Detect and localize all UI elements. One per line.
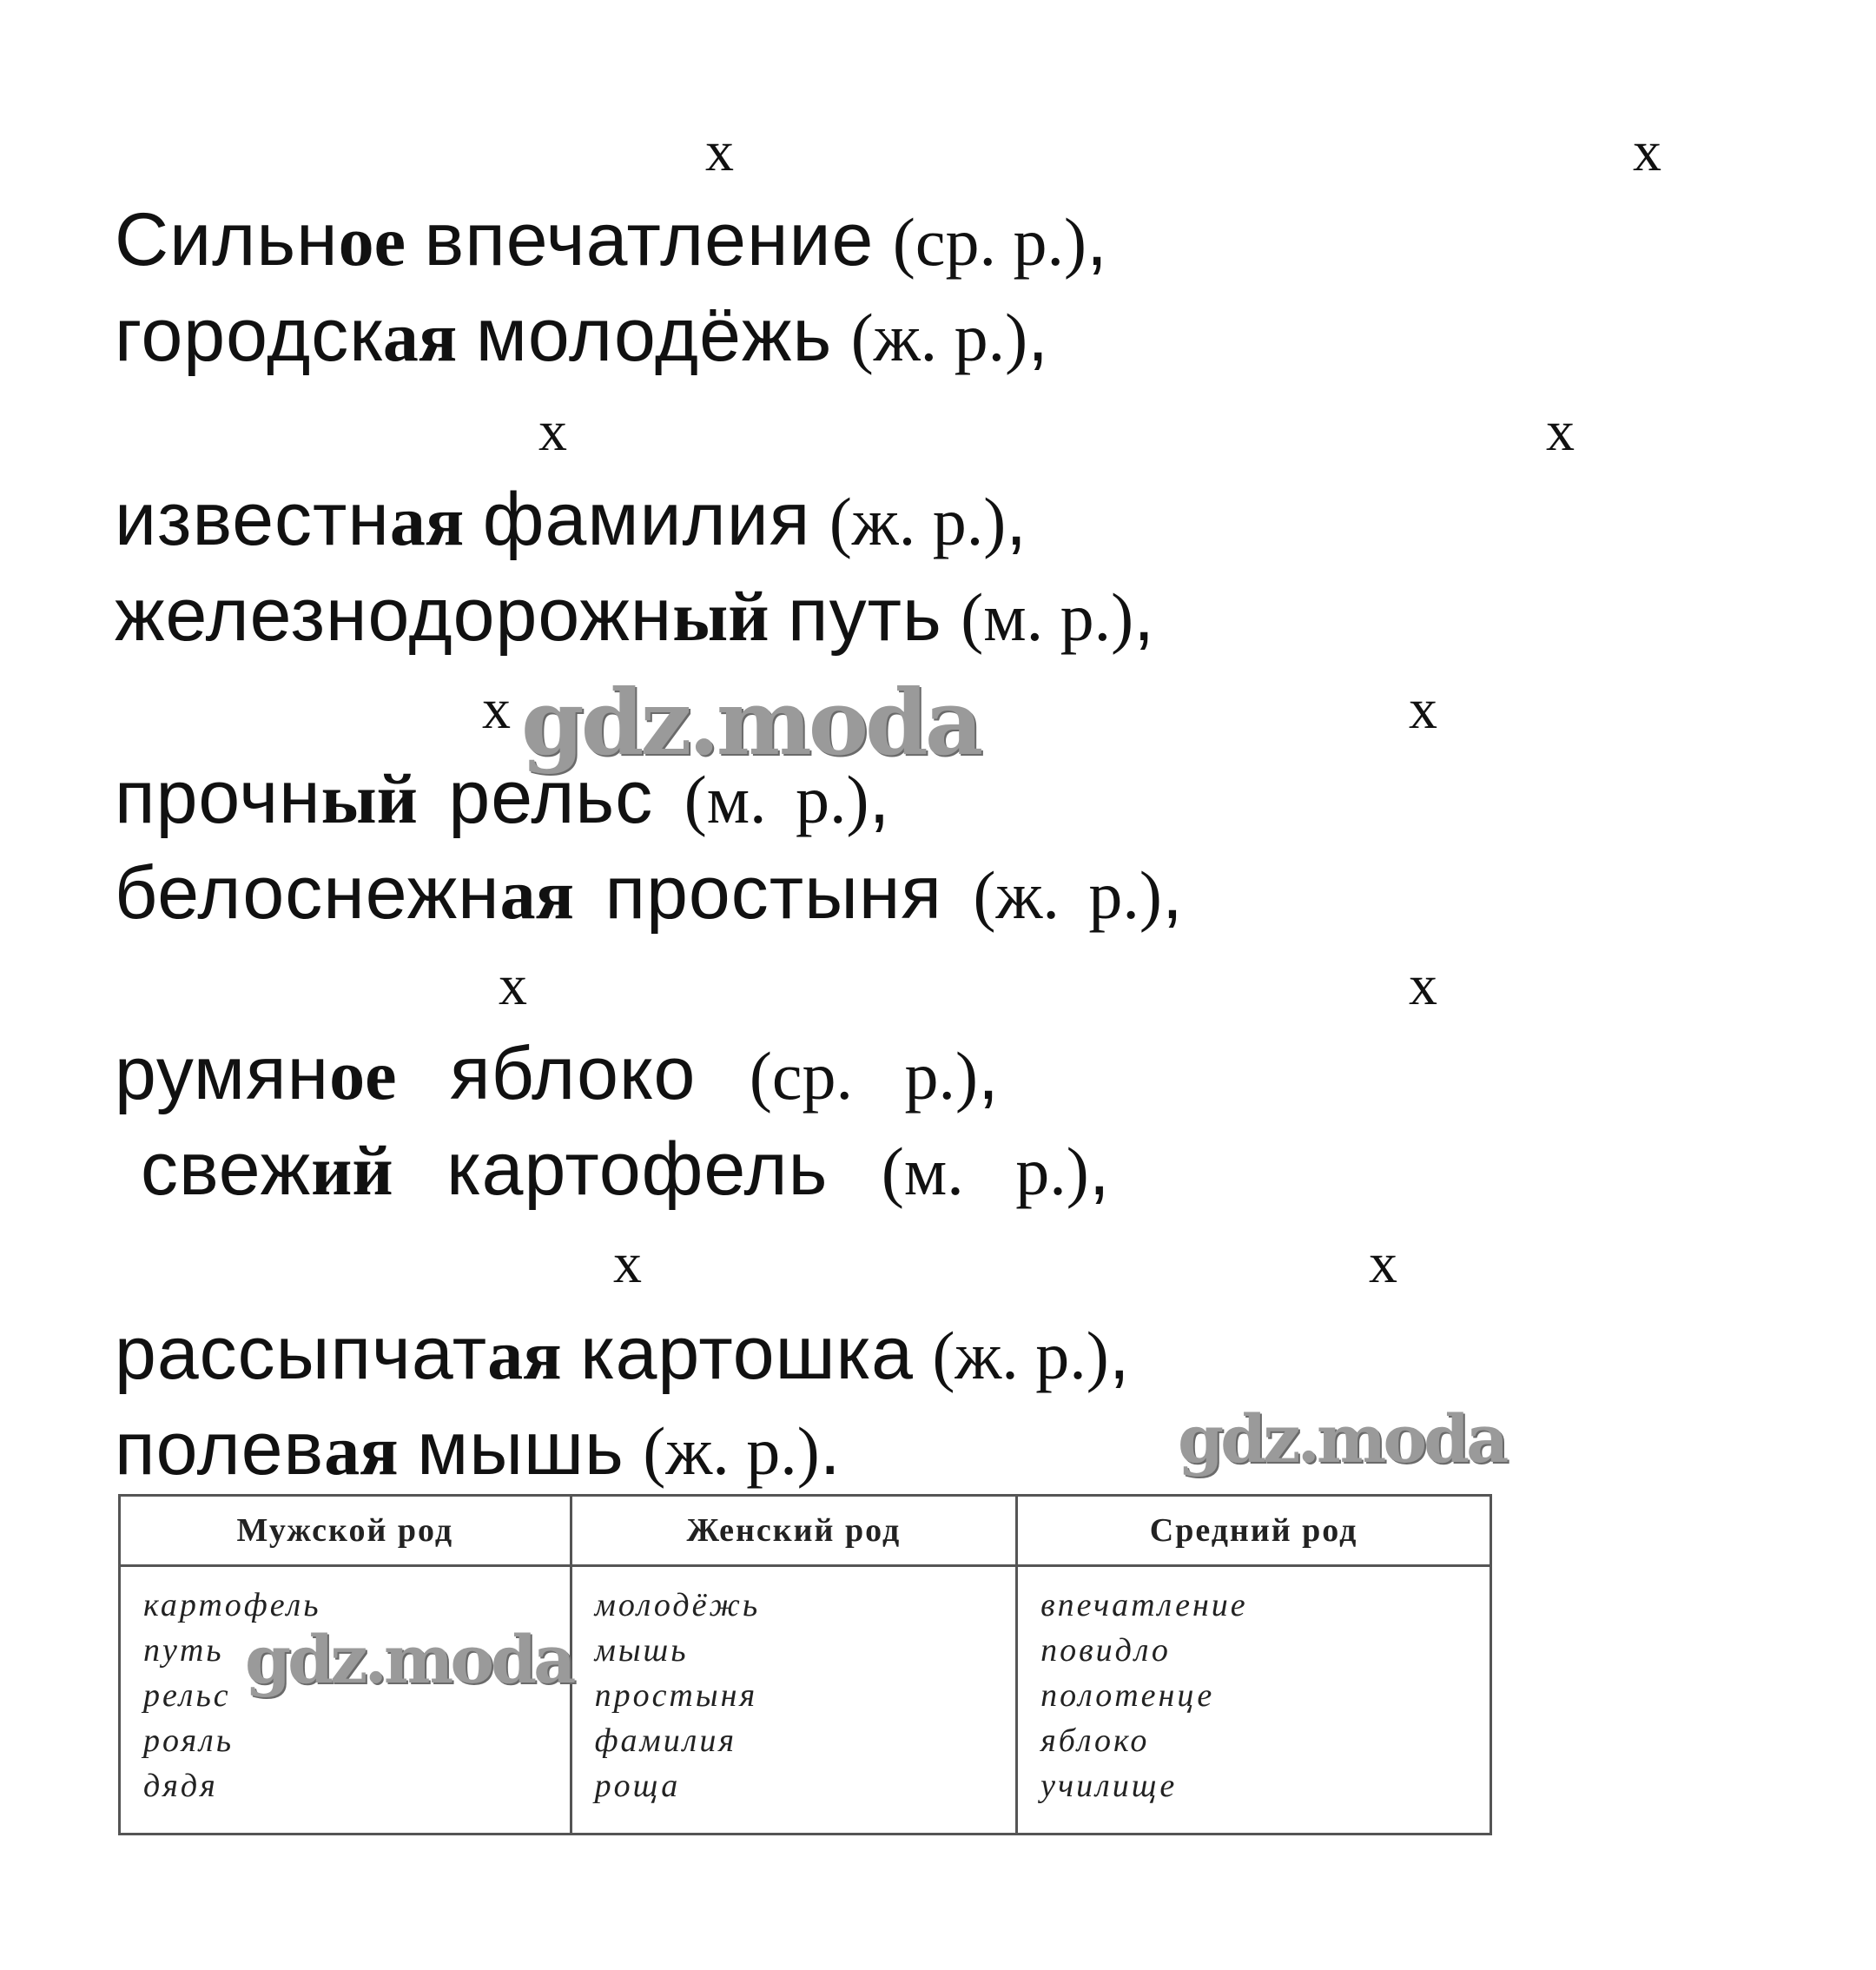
mark-x: x [499, 954, 527, 1017]
adjective-ending: ый [672, 577, 770, 656]
masculine-column [120, 1566, 571, 1834]
gender-label: (м. р.) [961, 579, 1134, 655]
adjective-ending: ая [487, 1315, 562, 1394]
gender-label: (ср. р.) [749, 1038, 978, 1114]
noun: картошка [580, 1312, 914, 1395]
list-item: мышь [594, 1632, 689, 1669]
table-row [120, 1566, 1491, 1834]
header-masculine: Мужской род [120, 1496, 571, 1566]
header-feminine: Женский род [571, 1496, 1017, 1566]
header-neuter: Средний род [1017, 1496, 1491, 1566]
punctuation: , [869, 756, 890, 839]
punctuation: , [1133, 573, 1154, 657]
watermark: gdz.moda [1178, 1400, 1506, 1478]
mark-x: x [705, 120, 734, 183]
noun: молодёжь [475, 294, 833, 377]
list-item: роща [594, 1768, 681, 1804]
noun: мышь [417, 1407, 624, 1491]
adjective-ending: ый [320, 759, 418, 838]
adjective-stem: известн [115, 478, 390, 561]
noun: картофель [446, 1127, 829, 1211]
adjective-stem: румян [115, 1032, 330, 1115]
punctuation: , [1006, 478, 1027, 561]
adjective-stem: белоснежн [115, 851, 500, 935]
phrase-line [115, 476, 1027, 565]
phrase-line [115, 849, 1183, 939]
phrase-line [115, 572, 1154, 661]
gender-label: (ж. р.) [973, 857, 1162, 933]
list-item: повидло [1040, 1632, 1171, 1669]
mark-x: x [1409, 954, 1437, 1017]
gender-label: (м. р.) [881, 1134, 1089, 1209]
gender-label: (ж. р.) [643, 1413, 820, 1489]
punctuation: , [977, 1032, 999, 1115]
phrase-line [115, 196, 1107, 286]
noun: рельс [448, 756, 654, 839]
adjective-ending: ая [324, 1411, 399, 1490]
phrase-line [115, 1310, 1130, 1399]
punctuation: , [1086, 198, 1107, 281]
adjective-stem: свеж [141, 1127, 312, 1211]
gender-label: (ж. р.) [850, 300, 1028, 375]
list-item: путь [143, 1632, 224, 1669]
watermark: gdz.moda [521, 669, 981, 776]
punctuation: . [819, 1407, 841, 1491]
list-item: училище [1040, 1768, 1178, 1804]
noun: фамилия [482, 478, 811, 561]
list-item: картофель [143, 1587, 321, 1623]
punctuation: , [1088, 1127, 1110, 1211]
gender-label: (ж. р.) [829, 484, 1007, 559]
mark-x: x [613, 1232, 642, 1295]
gender-label: (ср. р.) [892, 204, 1087, 280]
punctuation: , [1161, 851, 1183, 935]
mark-x: x [1546, 400, 1575, 463]
mark-x: x [538, 400, 567, 463]
gender-label: (м. р.) [684, 762, 869, 837]
list-item: полотенце [1040, 1677, 1215, 1714]
mark-x: x [1369, 1232, 1397, 1295]
punctuation: , [1027, 294, 1049, 377]
phrase-line [141, 1126, 1110, 1215]
table-header-row [120, 1496, 1491, 1566]
phrase-line [115, 1405, 841, 1495]
adjective-ending: ая [382, 297, 458, 376]
adjective-stem: городск [115, 294, 383, 377]
mark-x: x [482, 678, 511, 741]
noun: простыня [604, 851, 942, 935]
adjective-ending: ая [389, 481, 465, 560]
list-item: дядя [143, 1768, 218, 1804]
list-item: рельс [143, 1677, 231, 1714]
adjective-stem: Сильн [115, 198, 339, 281]
list-item: простыня [594, 1677, 758, 1714]
feminine-column [571, 1566, 1017, 1834]
punctuation: , [1108, 1312, 1130, 1395]
list-item: впечатление [1040, 1587, 1248, 1623]
list-item: рояль [143, 1722, 234, 1759]
adjective-ending: ая [499, 855, 574, 934]
phrase-line [115, 292, 1048, 381]
adjective-stem: рассыпчат [115, 1312, 488, 1395]
phrase-line [115, 1030, 999, 1120]
gender-label: (ж. р.) [932, 1318, 1109, 1393]
list-item: молодёжь [594, 1587, 761, 1623]
list-item: фамилия [594, 1722, 737, 1759]
neuter-column [1017, 1566, 1491, 1834]
noun: путь [788, 573, 942, 657]
adjective-stem: железнодорожн [115, 573, 673, 657]
adjective-ending: ое [329, 1035, 397, 1114]
noun: впечатление [424, 198, 875, 281]
list-item: яблоко [1040, 1722, 1150, 1759]
mark-x: x [1633, 120, 1661, 183]
noun: яблоко [450, 1032, 697, 1115]
adjective-ending: ий [311, 1131, 393, 1210]
adjective-stem: прочн [115, 756, 321, 839]
watermark: gdz.moda [245, 1621, 573, 1698]
adjective-ending: ое [338, 202, 406, 281]
adjective-stem: полев [115, 1407, 325, 1491]
mark-x: x [1409, 678, 1437, 741]
